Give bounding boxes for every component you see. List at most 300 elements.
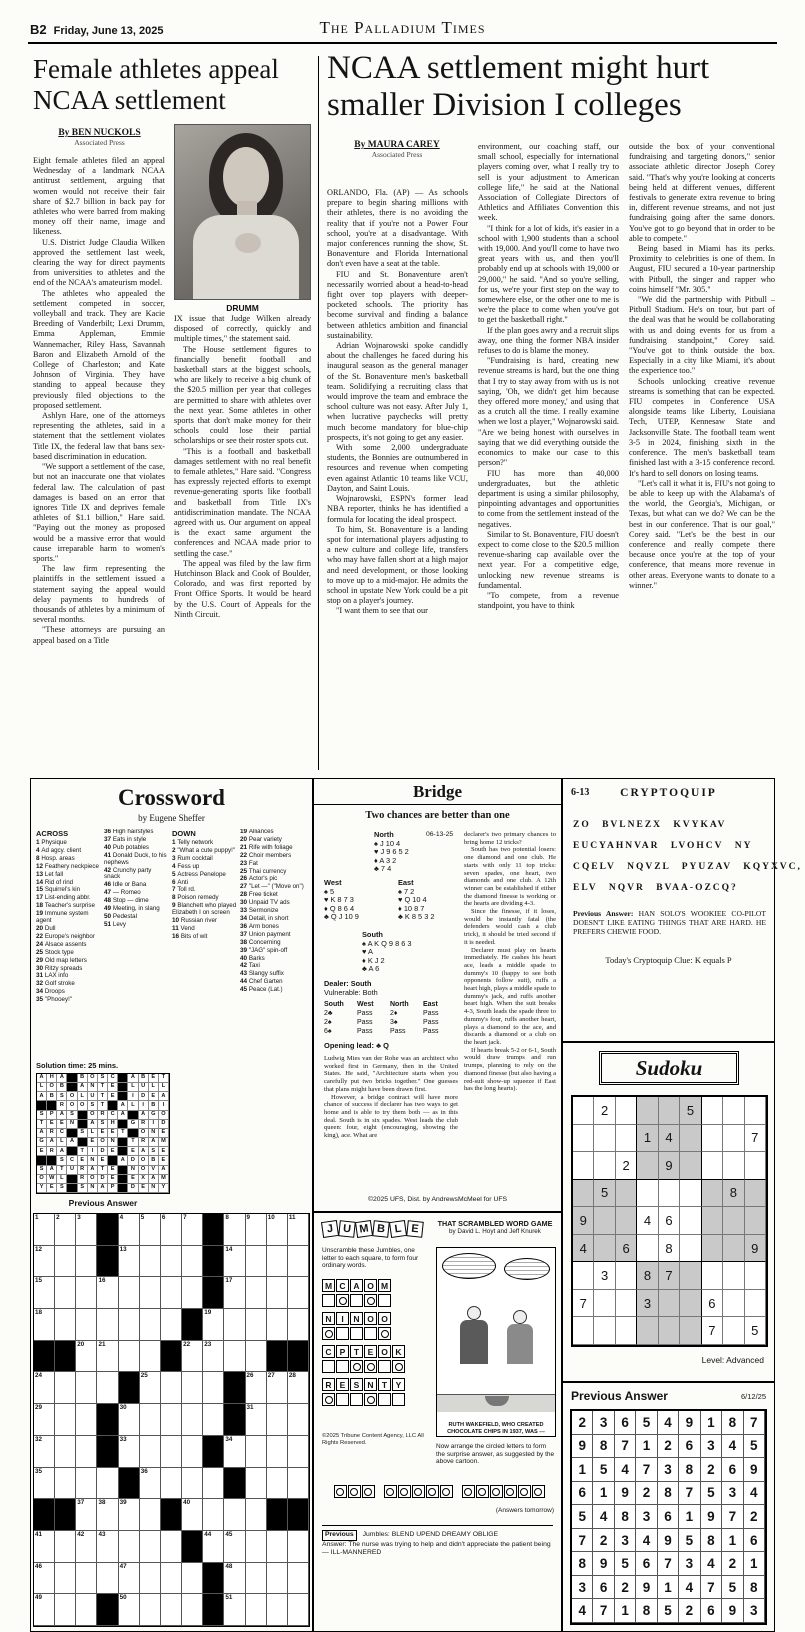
sudoku-cell xyxy=(637,1152,658,1180)
crossword-clue: 29 Old map letters xyxy=(36,956,87,964)
solution-letter-cell: E xyxy=(47,1120,57,1129)
sudoku-cell xyxy=(616,1207,637,1235)
crossword-cell xyxy=(182,1372,203,1404)
jumble-letter-tile: N xyxy=(350,1312,363,1325)
bidding-row xyxy=(324,1027,456,1036)
crossword-cell: 8 xyxy=(224,1214,245,1246)
solution-letter-cell: E xyxy=(149,1092,159,1101)
sudoku-cell: 8 xyxy=(723,1180,744,1208)
solution-black-cell xyxy=(118,1120,128,1129)
sudoku-cell xyxy=(616,1125,637,1153)
crossword-black-cell xyxy=(224,1372,245,1404)
solution-black-cell xyxy=(67,1147,77,1156)
cartoon-figure-head xyxy=(513,1310,527,1324)
crossword-clue: 22 Europe's neighbor xyxy=(36,932,95,940)
solution-letter-cell: O xyxy=(88,1111,98,1120)
sudoku-cell: 1 xyxy=(658,1576,679,1600)
solution-letter-cell: M xyxy=(159,1138,169,1147)
previous-label: Previous xyxy=(322,1530,357,1541)
crossword-clue: 30 Ritzy spreads xyxy=(36,964,83,972)
cartoon-figure-body xyxy=(507,1324,533,1364)
crossword-cell xyxy=(76,1309,97,1341)
solution-black-cell xyxy=(78,1111,88,1120)
crossword-cell xyxy=(182,1594,203,1626)
crossword-cell xyxy=(182,1404,203,1436)
crossword-cell xyxy=(203,1372,224,1404)
paragraph: "We did the partnership with Pitbull – Pitbull Stadium. He's on tour, but part of the deal was that he would be collaborating with us and doing events for us from a fundraising standpoint," Corey said. "You've got to think outside the box. Especially in a city like Miami, it's about the experience too." xyxy=(629,295,775,376)
bid-call: Pass xyxy=(357,1019,373,1026)
solution-black-cell xyxy=(67,1184,77,1193)
paragraph: ORLANDO, Fla. (AP) — As schools prepare to begin sharing millions with their athletes, there is no avoiding the reality that if you're not a Power Four school, you're at a disadvantage. With major conferences running the show, St. Bonaventure and Florida International don't even have a seat at the table. xyxy=(327,188,468,269)
solution-letter-cell: O xyxy=(98,1138,108,1147)
crossword-cell xyxy=(246,1341,267,1373)
solution-black-cell xyxy=(37,1101,47,1110)
sudoku-cell: 3 xyxy=(744,1599,765,1623)
sudoku-cell: 5 xyxy=(572,1505,593,1529)
crossword-black-cell xyxy=(97,1404,118,1436)
solution-time: Solution time: 25 mins. xyxy=(36,1061,119,1070)
crossword-clue: 25 Stock type xyxy=(36,948,74,956)
bid-call: South xyxy=(324,1001,344,1008)
jumble-answer-square xyxy=(322,1327,335,1340)
paragraph: The athletes who appealed the settlement competed in soccer, volleyball and track. They are Kacie Breeding of Vanderbilt; Lexi Drumm, Emma Appleman, Emmie Wannemacher, Riley Hass, Savannah Baron and Elizabeth Arnold of the College of Charleston; and Kate Johnson of Virginia. They have standing to appeal because they previously filed objections to the proposed settlement. xyxy=(33,288,165,410)
speech-bubble xyxy=(504,1258,550,1280)
solution-black-cell xyxy=(128,1111,138,1120)
jumble-answer-square xyxy=(350,1294,363,1307)
jumble-answer-square xyxy=(378,1360,391,1373)
right-article-headline: NCAA settlement might hurt smaller Division I colleges xyxy=(327,50,710,123)
crossword-cell xyxy=(267,1531,288,1563)
paragraph: Declarer must play on hearts immediately. He cashes his heart ace, leads a middle spade to dummy's 10 (happy to see both opponents follow suit), ruffs a heart high, plays a middle spade to dummy's jack, and ruffs another heart high. When the suit breaks 4-3, South leads the spade three to dummy's four, ruffs another heart, plays a diamond to the ace, and discards a diamond or a club on the heart jack. xyxy=(464,946,556,1046)
solution-black-cell xyxy=(78,1138,88,1147)
cryptoquip-section xyxy=(562,778,802,1042)
crossword-cell xyxy=(182,1246,203,1278)
solution-letter-cell: O xyxy=(67,1101,77,1110)
solution-black-cell xyxy=(118,1166,128,1175)
solution-letter-cell: S xyxy=(78,1184,88,1193)
jumble-answer-square xyxy=(364,1294,377,1307)
jumble-answer-square xyxy=(378,1393,391,1406)
sudoku-cell xyxy=(723,1235,744,1263)
jumble-word xyxy=(322,1378,432,1406)
jumble-letter-tile: K xyxy=(392,1345,405,1358)
crossword-clue: 2 "What a cute puppy!" xyxy=(172,846,236,854)
sudoku-cell xyxy=(723,1317,744,1345)
jumble-letter-tile: O xyxy=(378,1312,391,1325)
cartoon-caption: RUTH WAKEFIELD, WHO CREATED CHOCOLATE CHIPS IN 1937, WAS --- xyxy=(447,1422,545,1435)
jumble-answer-square xyxy=(378,1327,391,1340)
jumble-word xyxy=(322,1345,432,1373)
sudoku-cell xyxy=(594,1125,615,1153)
sudoku-cell: 7 xyxy=(573,1290,594,1318)
crossword-cell xyxy=(203,1468,224,1500)
crossword-cell xyxy=(140,1499,161,1531)
crossword-cell: 4 xyxy=(119,1214,140,1246)
crossword-cell xyxy=(55,1563,76,1595)
paragraph: declarer's two primary chances to bring home 12 tricks? xyxy=(464,831,556,846)
crossword-cell xyxy=(76,1563,97,1595)
sudoku-section xyxy=(562,1042,775,1382)
crossword-cell xyxy=(76,1436,97,1468)
across-clues-column-2 xyxy=(104,829,169,1057)
sudoku-cell xyxy=(573,1317,594,1345)
solution-letter-cell: B xyxy=(149,1156,159,1165)
sudoku-cell: 9 xyxy=(572,1435,593,1459)
bridge-hand-east xyxy=(398,879,435,922)
solution-letter-cell: E xyxy=(108,1147,118,1156)
sudoku-cell: 4 xyxy=(722,1435,743,1459)
crossword-cell xyxy=(246,1563,267,1595)
sudoku-cell: 6 xyxy=(658,1505,679,1529)
crossword-clue: 38 Concerning xyxy=(240,938,281,946)
crossword-previous-answer-grid xyxy=(36,1073,170,1194)
solution-letter-cell: E xyxy=(149,1074,159,1083)
solution-letter-cell: A xyxy=(37,1074,47,1083)
crossword-clue: 8 Hosp. areas xyxy=(36,854,75,862)
solution-letter-cell: A xyxy=(159,1092,169,1101)
solution-letter-cell: A xyxy=(159,1166,169,1175)
solution-letter-cell: E xyxy=(108,1129,118,1138)
paragraph: "I want them to see that our xyxy=(336,606,428,616)
crossword-clue: 42 Crunchy party snack xyxy=(104,866,152,881)
sudoku-cell: 5 xyxy=(722,1576,743,1600)
crossword-cell: 27 xyxy=(267,1372,288,1404)
paragraph: Ashlyn Hare, one of the attorneys representing the athletes, said in a statement that the settlement violates Title IX, the federal law that bans sex-based discrimination in education. xyxy=(33,411,165,461)
sudoku-cell: 6 xyxy=(701,1599,722,1623)
sudoku-cell: 1 xyxy=(679,1505,700,1529)
crossword-cell xyxy=(76,1277,97,1309)
hand-label: North xyxy=(374,830,394,839)
solution-letter-cell: T xyxy=(128,1138,138,1147)
sudoku-cell: 8 xyxy=(572,1552,593,1576)
solution-letter-cell: A xyxy=(98,1184,108,1193)
crossword-cell xyxy=(246,1594,267,1626)
crossword-black-cell xyxy=(97,1214,118,1246)
crossword-cell xyxy=(224,1499,245,1531)
solution-letter-cell: A xyxy=(118,1111,128,1120)
solution-letter-cell: W xyxy=(47,1175,57,1184)
sudoku-cell: 8 xyxy=(636,1599,657,1623)
sudoku-cell: 3 xyxy=(572,1576,593,1600)
bridge-date: 06-13-25 xyxy=(426,831,454,838)
crossword-title: Crossword xyxy=(118,785,225,810)
masthead xyxy=(28,8,777,44)
paragraph: The law firm representing the plaintiffs in the settlement issued a statement saying the appeal would delay payments to hundreds of thousands of athletes by a minimum of several months. xyxy=(33,564,165,625)
sudoku-cell xyxy=(702,1207,723,1235)
solution-letter-cell: M xyxy=(159,1175,169,1184)
crossword-black-cell xyxy=(203,1563,224,1595)
sudoku-cell: 8 xyxy=(722,1411,743,1435)
sudoku-cell: 7 xyxy=(658,1552,679,1576)
solution-letter-cell: G xyxy=(128,1120,138,1129)
crossword-clue: 40 Barks xyxy=(240,954,265,962)
bid-call: Pass xyxy=(357,1028,373,1035)
sudoku-cell: 9 xyxy=(658,1529,679,1553)
sudoku-level: Level: Advanced xyxy=(701,1355,764,1365)
bridge-title: Bridge xyxy=(412,782,463,801)
previous-answer-label: Previous Answer: xyxy=(573,909,634,918)
solution-letter-cell: N xyxy=(108,1138,118,1147)
bridge-suit-line: ♥ J 9 6 5 2 xyxy=(374,847,409,856)
photo-body-shape xyxy=(193,215,299,300)
sudoku-cell: 5 xyxy=(744,1435,765,1459)
solution-letter-cell: E xyxy=(139,1184,149,1193)
crossword-cell xyxy=(267,1277,288,1309)
crossword-cell xyxy=(267,1436,288,1468)
jumble-letter-tile: E xyxy=(364,1345,377,1358)
crossword-clue: 1 Physique xyxy=(36,839,67,846)
paragraph: IX issue that Judge Wilken already disposed of correctly, quickly and multiple times," the statement said. xyxy=(174,314,311,344)
sudoku-cell: 2 xyxy=(616,1152,637,1180)
crossword-cell xyxy=(97,1309,118,1341)
jumble-answer-square xyxy=(322,1294,335,1307)
sudoku-cell: 3 xyxy=(722,1482,743,1506)
sudoku-cell: 8 xyxy=(679,1458,700,1482)
solution-letter-cell: Y xyxy=(37,1184,47,1193)
crossword-cell: 3 xyxy=(76,1214,97,1246)
jumble-answer-square xyxy=(350,1393,363,1406)
sudoku-cell: 4 xyxy=(679,1576,700,1600)
sudoku-cell: 1 xyxy=(593,1482,614,1506)
solution-letter-cell: A xyxy=(139,1111,149,1120)
jumble-letter-tile: I xyxy=(336,1312,349,1325)
bridge-text-column-1 xyxy=(324,1055,458,1189)
bridge-opening-lead: Opening lead: ♣ Q xyxy=(324,1041,389,1050)
answer-group xyxy=(334,1485,375,1498)
solution-letter-cell: A xyxy=(118,1156,128,1165)
jumble-letter-tile: Y xyxy=(392,1378,405,1391)
solution-letter-cell: T xyxy=(159,1074,169,1083)
crossword-clue: 18 Teacher's surprise xyxy=(36,902,95,910)
sudoku-cell: 5 xyxy=(679,1529,700,1553)
solution-letter-cell: L xyxy=(57,1175,67,1184)
crossword-cell xyxy=(55,1309,76,1341)
solution-letter-cell: N xyxy=(88,1156,98,1165)
crossword-cell xyxy=(161,1594,182,1626)
jumble-tagline xyxy=(432,1219,558,1235)
solution-black-cell xyxy=(67,1175,77,1184)
byline-author: By MAURA CAREY xyxy=(354,140,440,150)
sudoku-previous-title: Previous Answer xyxy=(571,1389,668,1403)
crossword-cell xyxy=(246,1468,267,1500)
jumble-answer-square xyxy=(364,1327,377,1340)
sudoku-cell: 8 xyxy=(659,1235,680,1263)
crossword-author: by Eugene Sheffer xyxy=(138,813,205,823)
sudoku-cell xyxy=(745,1180,766,1208)
solution-letter-cell: A xyxy=(67,1138,77,1147)
crossword-cell xyxy=(246,1277,267,1309)
sudoku-cell: 2 xyxy=(593,1529,614,1553)
bridge-suit-line: ♦ Q 8 6 4 xyxy=(324,903,355,913)
crossword-clue: 6 Anti xyxy=(172,878,189,886)
solution-letter-cell: E xyxy=(108,1083,118,1092)
solution-letter-cell: L xyxy=(78,1092,88,1101)
crossword-cell xyxy=(288,1468,309,1500)
previous-answer: Answer: The nurse was trying to help and didn't appreciate the patient being — ILL-MANNERED xyxy=(322,1540,551,1557)
crossword-clue: 31 LAX info xyxy=(36,972,69,980)
sudoku-cell: 7 xyxy=(659,1262,680,1290)
solution-letter-cell: X xyxy=(139,1175,149,1184)
solution-letter-cell: A xyxy=(57,1147,67,1156)
solution-letter-cell: N xyxy=(149,1184,159,1193)
surprise-answer-square xyxy=(518,1485,531,1498)
hand-label: West xyxy=(324,878,342,887)
cryptoquip-line: ZO BVLNEZX KVYKAV xyxy=(573,820,727,830)
sudoku-cell: 7 xyxy=(615,1435,636,1459)
solution-letter-cell: T xyxy=(98,1083,108,1092)
surprise-answer-square xyxy=(412,1485,425,1498)
crossword-black-cell xyxy=(34,1499,55,1531)
solution-letter-cell: D xyxy=(128,1156,138,1165)
across-clues-column-1 xyxy=(36,829,101,1057)
sudoku-cell: 4 xyxy=(593,1505,614,1529)
crossword-clue: 26 Actor's pic xyxy=(240,875,278,883)
sudoku-cell: 5 xyxy=(680,1097,701,1125)
sudoku-cell: 3 xyxy=(679,1552,700,1576)
jumble-letter-tile: N xyxy=(364,1378,377,1391)
solution-letter-cell: H xyxy=(47,1074,57,1083)
jumble-answer-square xyxy=(364,1393,377,1406)
bridge-suit-line: ♠ J 10 4 xyxy=(374,838,401,848)
sudoku-previous-date: 6/12/25 xyxy=(740,1392,766,1401)
crossword-clue: 32 Golf stroke xyxy=(36,980,75,988)
crossword-black-cell xyxy=(182,1531,203,1563)
paragraph: However, a bridge contract will have more chance of success if declarer has two ways to get home and is able to try them both — as in this deal. South is in six spades. West leads the club queen: four, eight (encouraging, showing the king), ace. What are xyxy=(324,1093,458,1140)
crossword-black-cell xyxy=(288,1341,309,1373)
sudoku-cell: 2 xyxy=(615,1576,636,1600)
solution-letter-cell: B xyxy=(149,1101,159,1110)
right-article-column-2 xyxy=(478,142,619,768)
sudoku-cell: 7 xyxy=(744,1411,765,1435)
crossword-cell: 37 xyxy=(76,1499,97,1531)
previous-answer-text: HAN SOLO'S WOOKIEE CO-PILOT DOESN'T LIKE EATING THINGS THAT ARE HARD. HE PREFERS CHEWIE FOOD. xyxy=(573,909,766,937)
crossword-black-cell xyxy=(203,1246,224,1278)
sudoku-cell: 5 xyxy=(615,1552,636,1576)
solution-letter-cell: A xyxy=(47,1138,57,1147)
solution-letter-cell: E xyxy=(78,1156,88,1165)
crossword-black-cell xyxy=(203,1594,224,1626)
solution-black-cell xyxy=(118,1092,128,1101)
solution-letter-cell: L xyxy=(159,1083,169,1092)
crossword-cell: 38 xyxy=(97,1499,118,1531)
bidding-row xyxy=(324,1009,456,1018)
crossword-cell xyxy=(140,1341,161,1373)
answer-group xyxy=(384,1485,453,1498)
solution-letter-cell: E xyxy=(128,1175,138,1184)
photo-hand-shape xyxy=(235,233,261,253)
sudoku-cell: 8 xyxy=(701,1529,722,1553)
paragraph: Wojnarowski, ESPN's former lead NBA reporter, thinks he has identified a formula for locating the ideal prospect. xyxy=(327,494,468,524)
crossword-cell: 18 xyxy=(34,1309,55,1341)
solution-letter-cell: O xyxy=(139,1156,149,1165)
crossword-cell: 36 xyxy=(140,1468,161,1500)
sudoku-cell xyxy=(723,1152,744,1180)
bridge-hand-south xyxy=(362,931,412,974)
crossword-clue: 44 Chef Garten xyxy=(240,978,283,986)
crossword-black-cell xyxy=(182,1309,203,1341)
solution-letter-cell: S xyxy=(98,1120,108,1129)
crossword-clue: 7 Toll rd. xyxy=(172,886,196,894)
previous-answer-label: Previous Answer xyxy=(68,1198,138,1208)
solution-black-cell xyxy=(128,1129,138,1138)
bridge-hand-north xyxy=(374,831,409,874)
cryptoquip-line: CQELV NQVZL PYUZAV KQYXVC, xyxy=(573,862,802,872)
solution-letter-cell: P xyxy=(108,1184,118,1193)
jumble-letter-row xyxy=(322,1378,432,1391)
crossword-cell xyxy=(97,1563,118,1595)
crossword-clue: 39 "JAG" spin-off xyxy=(240,946,288,954)
bid-call: Pass xyxy=(357,1010,373,1017)
solution-letter-cell: A xyxy=(78,1083,88,1092)
crossword-cell xyxy=(267,1468,288,1500)
solution-letter-cell: A xyxy=(128,1074,138,1083)
paragraph: U.S. District Judge Claudia Wilken approved the settlement last week, clearing the way for direct payments from universities to athletes and the end of the NCAA's amateurism model. xyxy=(33,237,165,288)
column-divider xyxy=(318,56,319,770)
sudoku-cell xyxy=(702,1125,723,1153)
bridge-suit-line: ♣ Q J 10 9 xyxy=(324,912,359,921)
crossword-cell xyxy=(161,1531,182,1563)
solution-black-cell xyxy=(78,1120,88,1129)
bridge-hand-west xyxy=(324,879,359,922)
crossword-cell xyxy=(161,1309,182,1341)
sudoku-cell: 7 xyxy=(679,1482,700,1506)
paragraph: "I think for a lot of kids, it's easier in a school with 1,900 students than a school with 19,000. And you'll come to have two great years with us, and then you'll probably end up at schools with 19,000 or 29,000," he said. "And so you're selling, for us, we're your first step on the way to somewhere else, or the other one to me is we're the place to come when you've got to get the basketball right." xyxy=(478,223,619,325)
jumble-logo-tile: B xyxy=(372,1220,390,1238)
crossword-cell xyxy=(267,1594,288,1626)
crossword-cell xyxy=(76,1372,97,1404)
sudoku-cell xyxy=(616,1097,637,1125)
bid-call: 2♣ xyxy=(324,1010,333,1017)
crossword-clue: 19 Immune system agent xyxy=(36,910,89,925)
jumble-letter-row xyxy=(322,1279,432,1292)
paragraph: With some 2,000 undergraduate students, the Bonnies are outnumbered in resources and revenue when competing even against Atlantic 10 teams like VCU, Dayton, and Saint Louis. xyxy=(327,443,468,493)
solution-letter-cell: O xyxy=(88,1074,98,1083)
bridge-suit-line: ♥ K 8 7 3 xyxy=(324,895,354,904)
crossword-cell xyxy=(55,1468,76,1500)
jumble-cartoon xyxy=(436,1247,556,1437)
crossword-clue: 10 Russian river xyxy=(172,917,217,925)
crossword-clue: 24 Alsace assents xyxy=(36,940,87,948)
crossword-cell xyxy=(246,1246,267,1278)
crossword-cell: 39 xyxy=(119,1499,140,1531)
solution-letter-cell: R xyxy=(139,1138,149,1147)
crossword-cell: 25 xyxy=(140,1372,161,1404)
solution-letter-cell: L xyxy=(37,1083,47,1092)
solution-letter-cell: L xyxy=(149,1083,159,1092)
solution-letter-cell: B xyxy=(78,1074,88,1083)
down-clues-column-2 xyxy=(240,829,308,1187)
crossword-cell xyxy=(224,1341,245,1373)
solution-letter-cell: S xyxy=(98,1074,108,1083)
solution-letter-cell: A xyxy=(47,1166,57,1175)
crossword-cell xyxy=(267,1246,288,1278)
crossword-cell xyxy=(76,1246,97,1278)
crossword-cell xyxy=(119,1341,140,1373)
paragraph: Schools unlocking creative revenue streams is something that can be expected. FIU competes in Conference USA alongside teams like Liberty, Louisiana Tech, UTEP, Kennesaw State and Jacksonville State. The football team went 3-5 in 2024, finishing sixth in the conference. The men's basketball team finished last with a 3-15 conference record. It's hard to sell donors on losing teams. xyxy=(629,376,775,478)
solution-letter-cell: A xyxy=(57,1074,67,1083)
sudoku-cell: 9 xyxy=(701,1505,722,1529)
crossword-clue: 37 Union payment xyxy=(240,930,291,938)
solution-letter-cell: C xyxy=(67,1156,77,1165)
paragraph: To him, St. Bonaventure is a landing spot for international players adjusting to a new culture and college life, transfers who may have fallen short at a high major and need development, or those looking to move up to a mid-major. He admits the school in upstate New York could be a pit stop on a player's journey. xyxy=(327,524,468,606)
solution-letter-cell: A xyxy=(37,1129,47,1138)
crossword-clue: 51 Levy xyxy=(104,920,126,928)
crossword-cell: 28 xyxy=(288,1372,309,1404)
sudoku-cell: 4 xyxy=(615,1458,636,1482)
crossword-cell: 6 xyxy=(161,1214,182,1246)
byline-author: By BEN NUCKOLS xyxy=(58,128,141,138)
jumble-logo-tile: J xyxy=(321,1220,339,1238)
